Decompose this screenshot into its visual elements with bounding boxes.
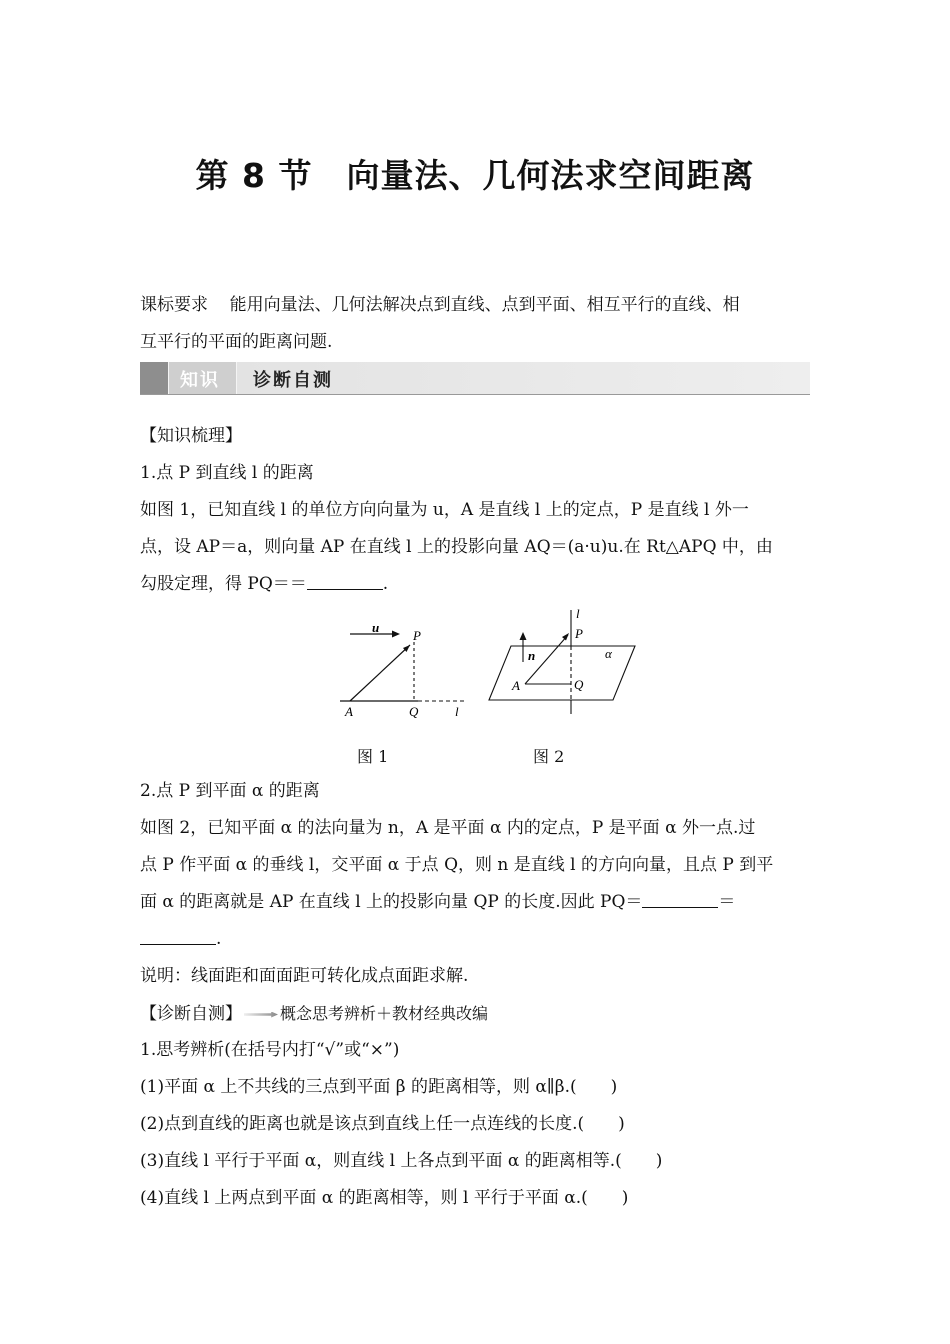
section-banner	[140, 362, 810, 395]
requirement-text-2: 互平行的平面的距离问题.	[140, 332, 333, 352]
fig1-label-l: l	[455, 704, 459, 719]
item1-line1: 如图 1，已知直线 l 的单位方向向量为 u，A 是直线 l 上的定点，P 是直线 l 外一	[140, 500, 749, 520]
requirement-text: 能用向量法、几何法解决点到直线、点到平面、相互平行的直线、相	[229, 295, 740, 315]
diag-subtitle: 概念思考辨析＋教材经典改编	[280, 1004, 489, 1023]
q1-item-3: (3)直线 l 平行于平面 α，则直线 l 上各点到平面 α 的距离相等.( )	[140, 1151, 663, 1171]
note-text: 说明：线面距和面面距可转化成点面距求解.	[140, 966, 469, 986]
fig1-label-u: u	[372, 620, 380, 635]
knowledge-section	[140, 418, 810, 603]
item2-line3-eq: ＝	[718, 892, 736, 912]
fig1-label-q: Q	[409, 704, 419, 719]
item1-line3-end: .	[382, 574, 389, 594]
item1-line2: 点，设 AP＝a，则向量 AP 在直线 l 上的投影向量 AQ＝(a·u)u.在 Rt△APQ 中，由	[140, 537, 773, 557]
item2-line4: .	[216, 929, 222, 949]
q1-item-4: (4)直线 l 上两点到平面 α 的距离相等，则 l 平行于平面 α.( )	[140, 1188, 629, 1208]
fig2-label-a: A	[512, 678, 520, 693]
q1-item-2: (2)点到直线的距离也就是该点到直线上任一点连线的长度.( )	[140, 1114, 625, 1134]
q1-item-1: (1)平面 α 上不共线的三点到平面 β 的距离相等，则 α∥β.( )	[140, 1077, 618, 1097]
item2-heading: 2.点 P 到平面 α 的距离	[140, 781, 320, 801]
fig2-label-n: n	[528, 648, 536, 663]
item2-line3: 面 α 的距离就是 AP 在直线 l 上的投影向量 QP 的长度.因此 PQ＝	[140, 892, 643, 912]
diag-heading: 【诊断自测】	[140, 1004, 242, 1024]
fig1-label-a: A	[345, 704, 353, 719]
item2-section	[140, 773, 810, 1217]
fig1-label-p: P	[413, 628, 421, 643]
fig2-label-alpha: α	[605, 646, 612, 661]
answer-blank	[642, 891, 718, 908]
banner-left-label: 知识	[180, 370, 220, 391]
item2-line2: 点 P 作平面 α 的垂线 l，交平面 α 于点 Q，则 n 是直线 l 的方向向量，且点 P 到平	[140, 855, 774, 875]
fig2-label-l: l	[576, 606, 580, 621]
answer-blank	[307, 573, 383, 590]
arrow-icon	[244, 1012, 278, 1018]
item2-line1: 如图 2，已知平面 α 的法向量为 n，A 是平面 α 内的定点，P 是平面 α 外一点.过	[140, 818, 756, 838]
item1-line3: 勾股定理，得 PQ＝＝	[140, 574, 307, 594]
banner-right-label: 诊断自测	[253, 370, 333, 391]
fig2-label-q: Q	[574, 677, 584, 692]
section-heading: 【知识梳理】	[140, 426, 242, 446]
item1-heading: 1.点 P 到直线 l 的距离	[140, 463, 314, 483]
figure-1-diagram	[330, 618, 480, 722]
course-requirement	[140, 287, 810, 361]
requirement-label: 课标要求	[140, 295, 208, 315]
page-title: 第 8 节 向量法、几何法求空间距离	[195, 156, 755, 195]
figure-1-caption: 图 1	[357, 747, 389, 766]
fig2-label-p: P	[575, 626, 583, 641]
answer-blank	[140, 928, 216, 945]
q1-heading: 1.思考辨析(在括号内打“√”或“×”)	[140, 1040, 400, 1060]
figure-2-caption: 图 2	[533, 747, 565, 766]
figure-2-diagram	[485, 606, 645, 720]
